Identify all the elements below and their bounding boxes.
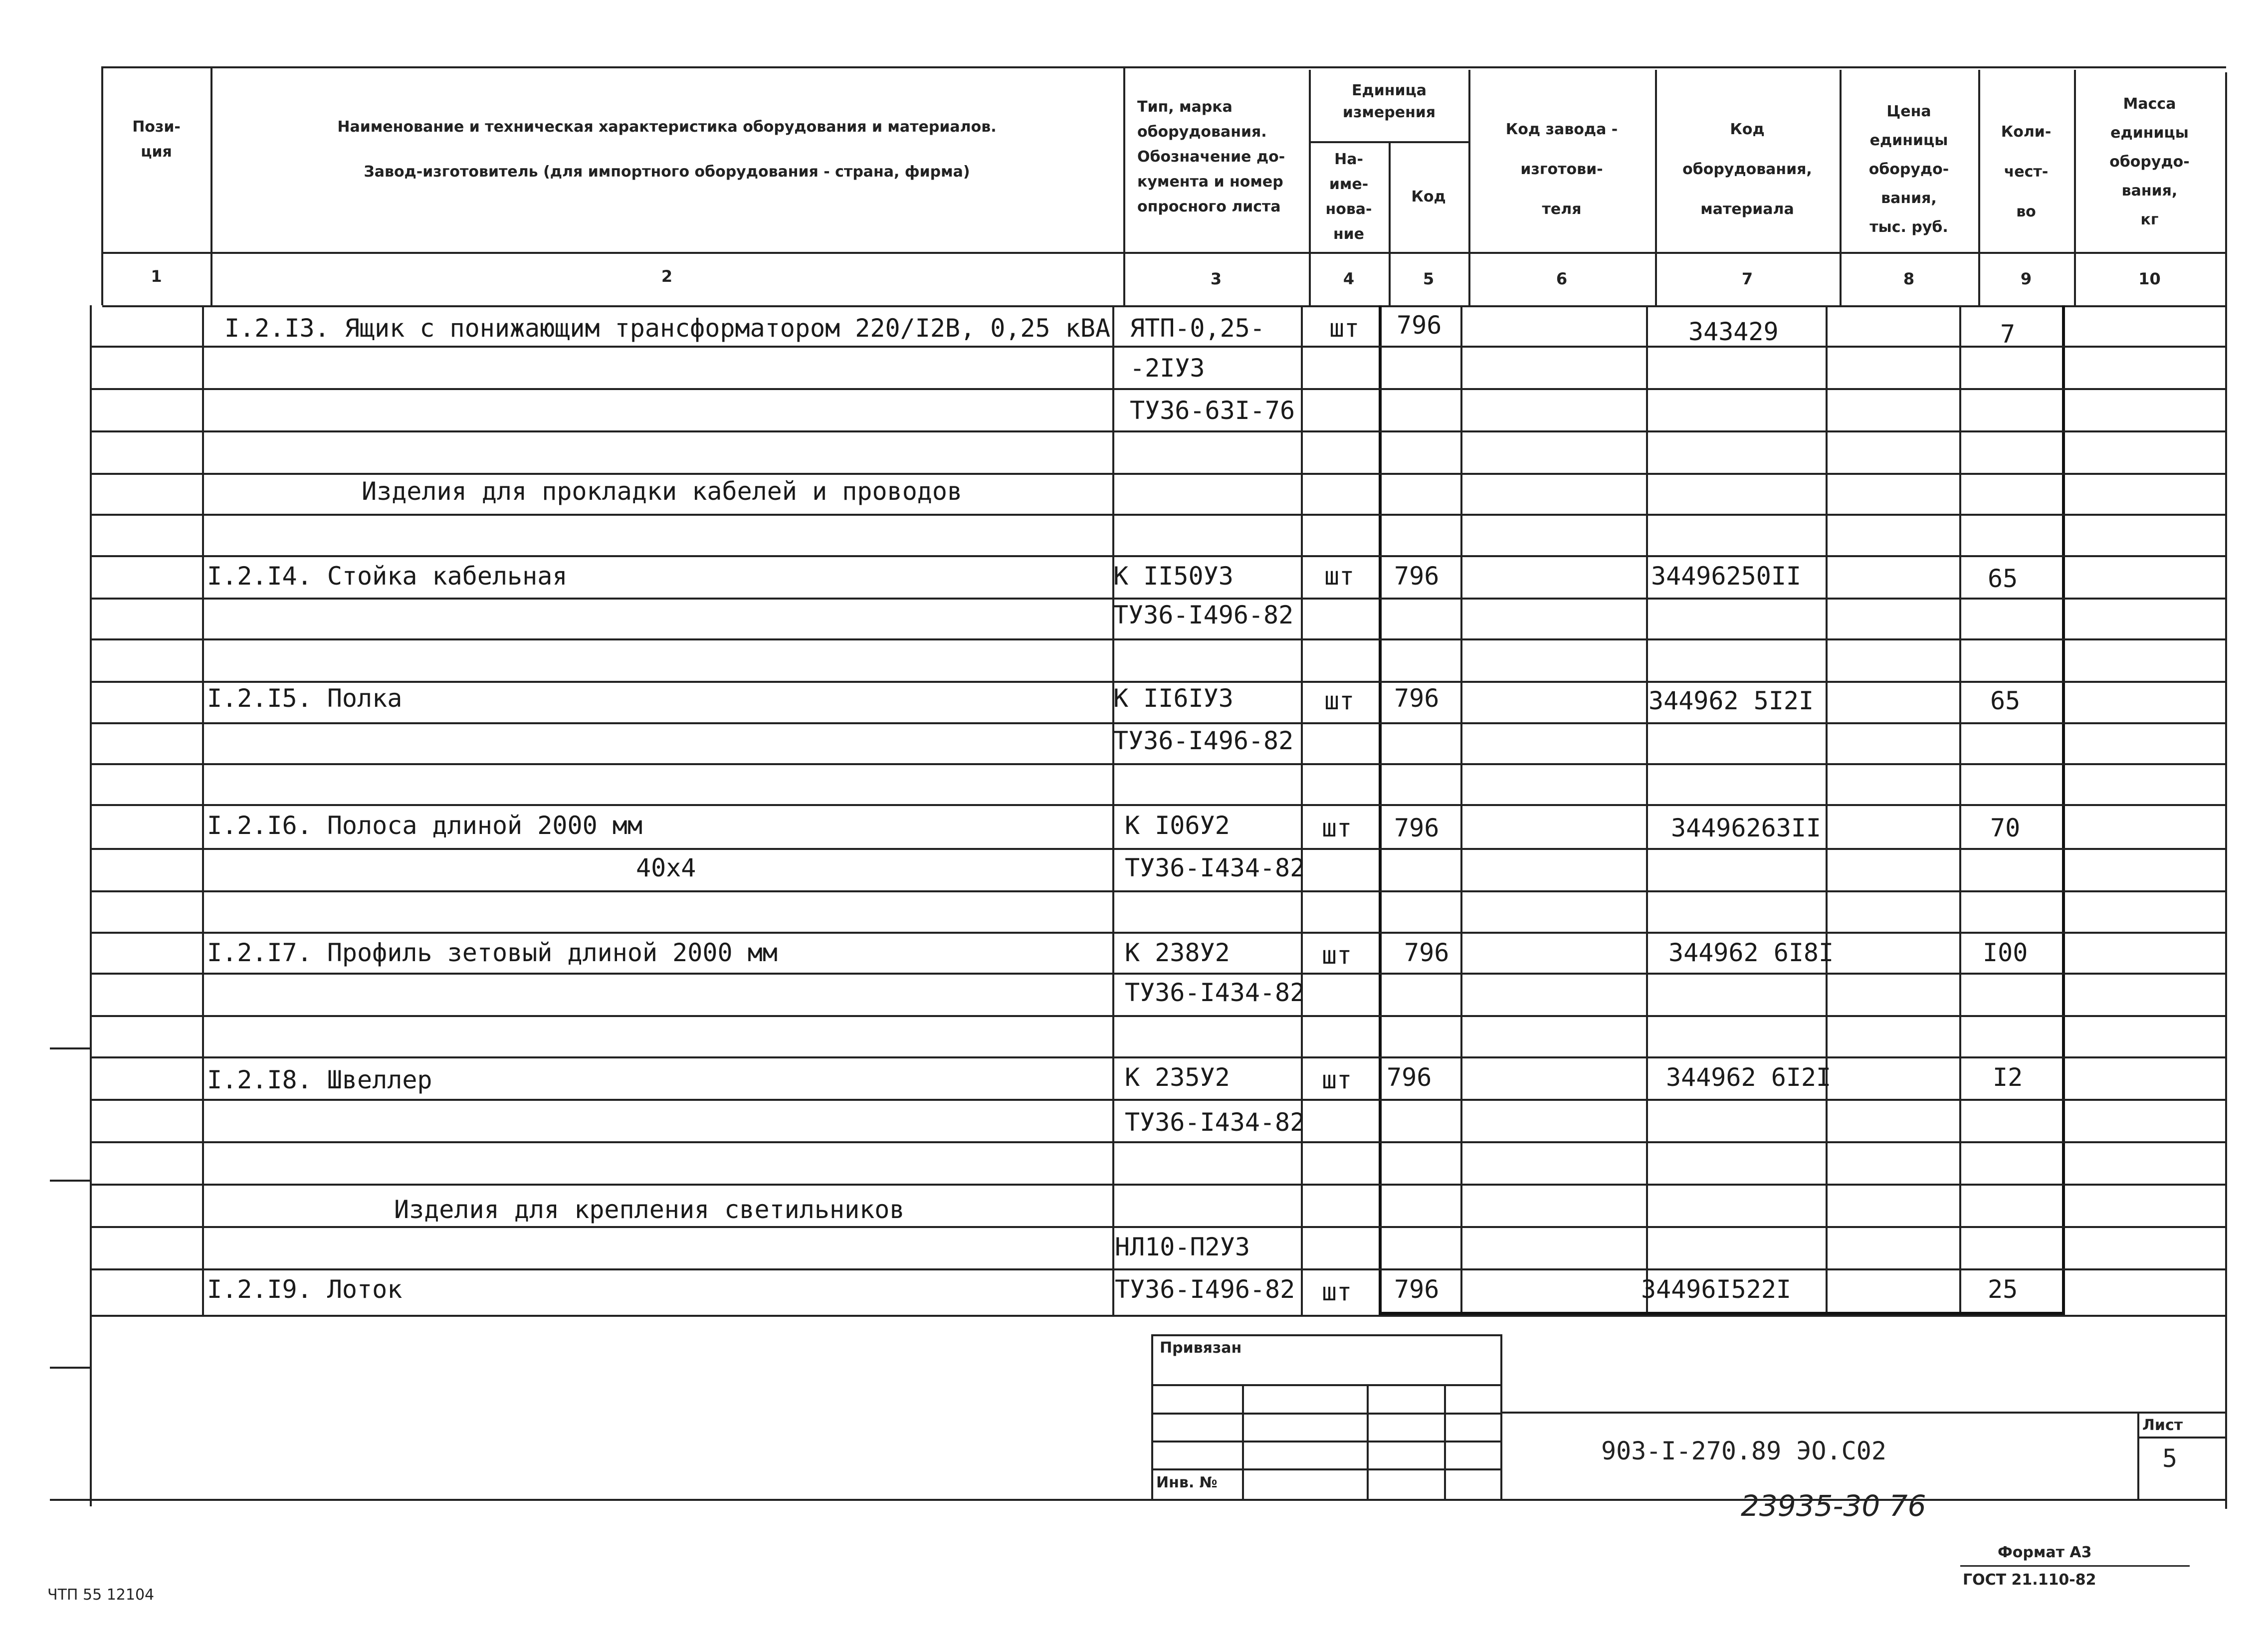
item-type: ТУ36-I434-82 <box>1125 1108 1305 1137</box>
item-unit-code: 796 <box>1394 562 1440 591</box>
item-unit-code: 796 <box>1394 1275 1440 1304</box>
item-unit: шт <box>1322 814 1352 842</box>
item-name-extra: 40х4 <box>636 853 696 882</box>
item-qty: 65 <box>1988 564 2018 593</box>
header-equip-code: Код оборудования, материала <box>1682 121 1812 218</box>
handwritten-number: 23935-30 76 <box>1741 1489 1926 1523</box>
header-unit-group: Единица измерения <box>1342 82 1436 121</box>
item-name: I.2.I3. Ящик с понижающим трансформатором 220/I2В, 0,25 кВА <box>224 314 1111 343</box>
item-unit: шт <box>1329 314 1360 343</box>
col-number: 10 <box>2138 269 2161 288</box>
col-number: 2 <box>661 267 673 286</box>
item-equip-code: 34496I522I <box>1641 1275 1792 1304</box>
item-name: I.2.I9. Лоток <box>207 1275 403 1304</box>
header-name-line1: Наименование и техническая характеристика оборудования и материалов. <box>337 118 997 136</box>
item-unit: шт <box>1324 562 1355 591</box>
item-equip-code: 344962 6I8I <box>1668 938 1834 967</box>
section-heading: Изделия для прокладки кабелей и проводов <box>362 477 963 506</box>
item-type: ТУ36-I496-82 <box>1115 1275 1295 1304</box>
col-number: 8 <box>1903 269 1915 288</box>
col-number: 7 <box>1741 269 1753 288</box>
col-number: 9 <box>2020 269 2032 288</box>
stamp-inv-no: Инв. № <box>1156 1474 1218 1491</box>
header-name-line2: Завод-изготовитель (для импортного оборудования - страна, фирма) <box>364 163 970 181</box>
stamp-privyazan: Привязан <box>1160 1339 1242 1357</box>
item-type: НЛ10-П2У3 <box>1115 1233 1250 1261</box>
gost-label: ГОСТ 21.110-82 <box>1963 1571 2096 1589</box>
item-unit: шт <box>1324 686 1355 715</box>
item-name: I.2.I6. Полоса длиной 2000 мм <box>207 811 642 840</box>
item-type: ТУ36-I496-82 <box>1113 601 1294 629</box>
header-factory-code: Код завода - изготови- теля <box>1505 121 1618 218</box>
item-unit-code: 796 <box>1394 814 1440 842</box>
item-qty: I2 <box>1993 1063 2023 1092</box>
col-number: 1 <box>151 267 162 286</box>
item-unit-code: 796 <box>1387 1063 1432 1092</box>
item-type: -2IУ3 <box>1130 354 1205 383</box>
item-qty: 25 <box>1988 1275 2018 1304</box>
item-equip-code: 344962 5I2I <box>1649 686 1814 715</box>
item-qty: 7 <box>2000 320 2016 349</box>
header-position: Пози- ция <box>132 118 181 161</box>
item-unit-code: 796 <box>1397 311 1442 340</box>
item-equip-code: 344962 6I2I <box>1666 1063 1832 1092</box>
print-number: ЧТП 55 12104 <box>47 1586 155 1604</box>
item-type: К 238У2 <box>1125 938 1230 967</box>
item-type: ТУ36-63I-76 <box>1130 396 1295 425</box>
item-type: ТУ36-I434-82 <box>1125 853 1305 882</box>
item-equip-code: 34496263II <box>1671 814 1822 842</box>
item-qty: I00 <box>1983 938 2028 967</box>
header-unit-name: На- име- нова- ние <box>1325 151 1372 243</box>
item-type: ТУ36-I434-82 <box>1125 978 1305 1007</box>
item-name: I.2.I7. Профиль зетовый длиной 2000 мм <box>207 938 778 967</box>
col-number: 4 <box>1343 269 1355 288</box>
item-name: I.2.I4. Стойка кабельная <box>207 562 568 591</box>
item-type: К I06У2 <box>1125 811 1230 840</box>
item-type: ТУ36-I496-82 <box>1113 726 1294 755</box>
header-unit-code: Код <box>1411 188 1446 206</box>
item-unit-code: 796 <box>1404 938 1449 967</box>
document-code: 903-I-270.89 ЭО.С02 <box>1601 1437 1886 1465</box>
sheet-label: Лист <box>2142 1417 2183 1434</box>
item-type: К 235У2 <box>1125 1063 1230 1092</box>
item-type: ЯТП-0,25- <box>1130 314 1265 343</box>
item-unit: шт <box>1322 1065 1352 1094</box>
col-number: 3 <box>1210 269 1222 288</box>
col-number: 5 <box>1423 269 1435 288</box>
item-type: К II6IУ3 <box>1113 684 1234 713</box>
header-qty: Коли- чест- во <box>2001 123 2052 220</box>
item-type: К II50У3 <box>1113 562 1234 591</box>
item-qty: 65 <box>1990 686 2021 715</box>
section-heading: Изделия для крепления светильников <box>394 1195 905 1224</box>
item-equip-code: 343429 <box>1688 317 1779 346</box>
item-unit: шт <box>1322 1277 1352 1306</box>
item-unit: шт <box>1322 941 1352 970</box>
item-name: I.2.I8. Швеллер <box>207 1065 432 1094</box>
item-unit-code: 796 <box>1394 684 1440 713</box>
header-price: Цена единицы оборудо- вания, тыс. руб. <box>1868 103 1949 236</box>
header-mass: Масса единицы оборудо- вания, кг <box>2109 95 2190 228</box>
col-number: 6 <box>1556 269 1568 288</box>
item-equip-code: 34496250II <box>1651 562 1802 591</box>
item-name: I.2.I5. Полка <box>207 684 403 713</box>
item-qty: 70 <box>1990 814 2021 842</box>
format-label: Формат А3 <box>1998 1544 2092 1561</box>
sheet-number: 5 <box>2162 1444 2178 1473</box>
header-type: Тип, марка оборудования. Обозначение до- кумента и номер опросного листа <box>1137 98 1285 215</box>
